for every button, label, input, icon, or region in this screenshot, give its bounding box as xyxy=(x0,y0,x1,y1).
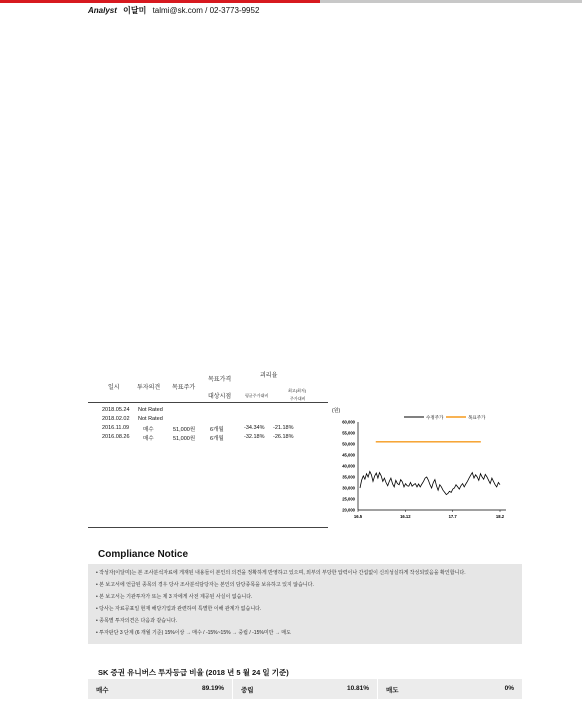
y-tick-label: 45,000 xyxy=(342,452,355,458)
analyst-name: 이달미 xyxy=(123,6,147,15)
row-gap-avg: -32.18% xyxy=(244,434,265,440)
top-bar-grey xyxy=(320,0,582,3)
analyst-line xyxy=(88,5,259,16)
header-target-price: 목표주가 xyxy=(172,385,196,391)
ratio-sell-label: 매도 xyxy=(386,687,399,694)
compliance-title: Compliance Notice xyxy=(98,549,189,560)
table-rule xyxy=(88,402,328,403)
row-date: 2016.11.09 xyxy=(102,425,130,431)
compliance-item: • 본 보고서는 기관투자가 또는 제 3 자에게 사전 제공된 사실이 없습니다. xyxy=(96,594,253,600)
row-gap-max: -26.18% xyxy=(273,434,294,440)
universe-title: SK 증권 유니버스 투자등급 비율 (2018 년 5 월 24 일 기준) xyxy=(98,668,289,677)
ratio-neutral-pct: 10.81% xyxy=(346,685,369,692)
row-target: 51,000원 xyxy=(173,436,196,442)
x-tick-label: 16.12 xyxy=(400,514,411,519)
legend-label-price: 수정주가 xyxy=(426,415,444,420)
ratio-neutral-label: 중립 xyxy=(241,687,254,694)
header-gap-avg: 평균주가대비 xyxy=(245,393,269,398)
compliance-item: • 종목별 투자의견은 다음과 같습니다. xyxy=(96,618,178,624)
row-opinion: 매수 xyxy=(143,436,154,442)
y-axis xyxy=(342,420,358,513)
price-series-line xyxy=(360,472,500,495)
header-gap-max-1: 최고(최저) xyxy=(288,388,307,393)
ratio-buy-label: 매수 xyxy=(96,687,109,694)
compliance-item: • 본 보고서에 언급된 종목의 경우 당사 조사분석담당자는 본인의 담당종목을 보유하고 있지 않습니다. xyxy=(96,582,314,588)
row-opinion: 매수 xyxy=(143,427,154,433)
y-tick-label: 25,000 xyxy=(342,496,355,502)
y-tick-label: 50,000 xyxy=(342,441,355,447)
x-tick-label: 17.7 xyxy=(448,514,457,519)
chart-legend xyxy=(404,414,486,421)
row-date: 2016.08.26 xyxy=(102,434,130,440)
legend-label-target: 목표주가 xyxy=(468,415,486,420)
row-target: 51,000원 xyxy=(173,427,196,433)
row-gap-avg: -34.34% xyxy=(244,425,265,431)
row-opinion: Not Rated xyxy=(138,407,163,413)
ratio-buy-pct: 89.19% xyxy=(201,685,224,692)
table-row xyxy=(88,416,328,425)
x-axis xyxy=(354,510,506,519)
plot-area xyxy=(360,442,500,495)
header-gap-max-2: 주가대비 xyxy=(290,396,306,401)
row-gap-max: -21.18% xyxy=(273,425,294,431)
compliance-item: • 작성자(이달미)는 본 조사분석자료에 게재된 내용들이 본인의 의견을 정확하게 반영하고 있으며, 외부의 부당한 압력이나 간섭없이 신의성실하게 작성되었음을 확인합니다. xyxy=(96,570,466,576)
row-date: 2018.02.02 xyxy=(102,416,130,422)
price-chart xyxy=(328,404,522,522)
analyst-role: Analyst xyxy=(88,6,117,15)
x-tick-label: 16.5 xyxy=(353,514,363,519)
y-tick-label: 20,000 xyxy=(342,507,355,513)
row-period: 6개월 xyxy=(210,427,224,433)
ratio-neutral xyxy=(233,679,377,699)
chart-unit-label: (원) xyxy=(332,408,341,414)
header-gap: 괴리율 xyxy=(260,373,278,379)
y-tick-label: 40,000 xyxy=(342,463,355,469)
table-row xyxy=(88,434,328,443)
row-date: 2018.05.24 xyxy=(102,407,130,413)
table-row xyxy=(88,407,328,416)
header-target-basis-1: 목표가격 xyxy=(208,377,232,383)
compliance-notice-box xyxy=(88,564,522,644)
row-period: 6개월 xyxy=(210,436,224,442)
compliance-item: • 당사는 자료공표일 현재 해당기업과 관련하여 특별한 이해 관계가 없습니다. xyxy=(96,606,262,612)
ratio-sell-pct: 0% xyxy=(504,685,514,692)
rating-ratio-bar xyxy=(88,679,522,699)
header-target-basis-2: 대상시점 xyxy=(208,394,232,400)
y-tick-label: 60,000 xyxy=(342,419,355,425)
y-tick-label: 30,000 xyxy=(342,485,355,491)
ratio-buy xyxy=(88,679,232,699)
table-bottom-rule xyxy=(88,527,328,528)
header-opinion: 투자의견 xyxy=(137,385,161,391)
y-tick-label: 55,000 xyxy=(342,430,355,436)
row-opinion: Not Rated xyxy=(138,416,163,422)
y-tick-label: 35,000 xyxy=(342,474,355,480)
top-bar-red xyxy=(0,0,320,3)
compliance-item: • 투자판단 3 단계 (6 개월 기준) 15%이상 → 매수 / -15%~15% → 중립 / -15%미만 → 매도 xyxy=(96,630,291,636)
ratio-sell xyxy=(378,679,522,699)
header-date: 일시 xyxy=(108,385,120,391)
table-row xyxy=(88,425,328,434)
analyst-contact: talmi@sk.com / 02-3773-9952 xyxy=(152,6,260,15)
x-tick-label: 18.2 xyxy=(495,514,505,519)
